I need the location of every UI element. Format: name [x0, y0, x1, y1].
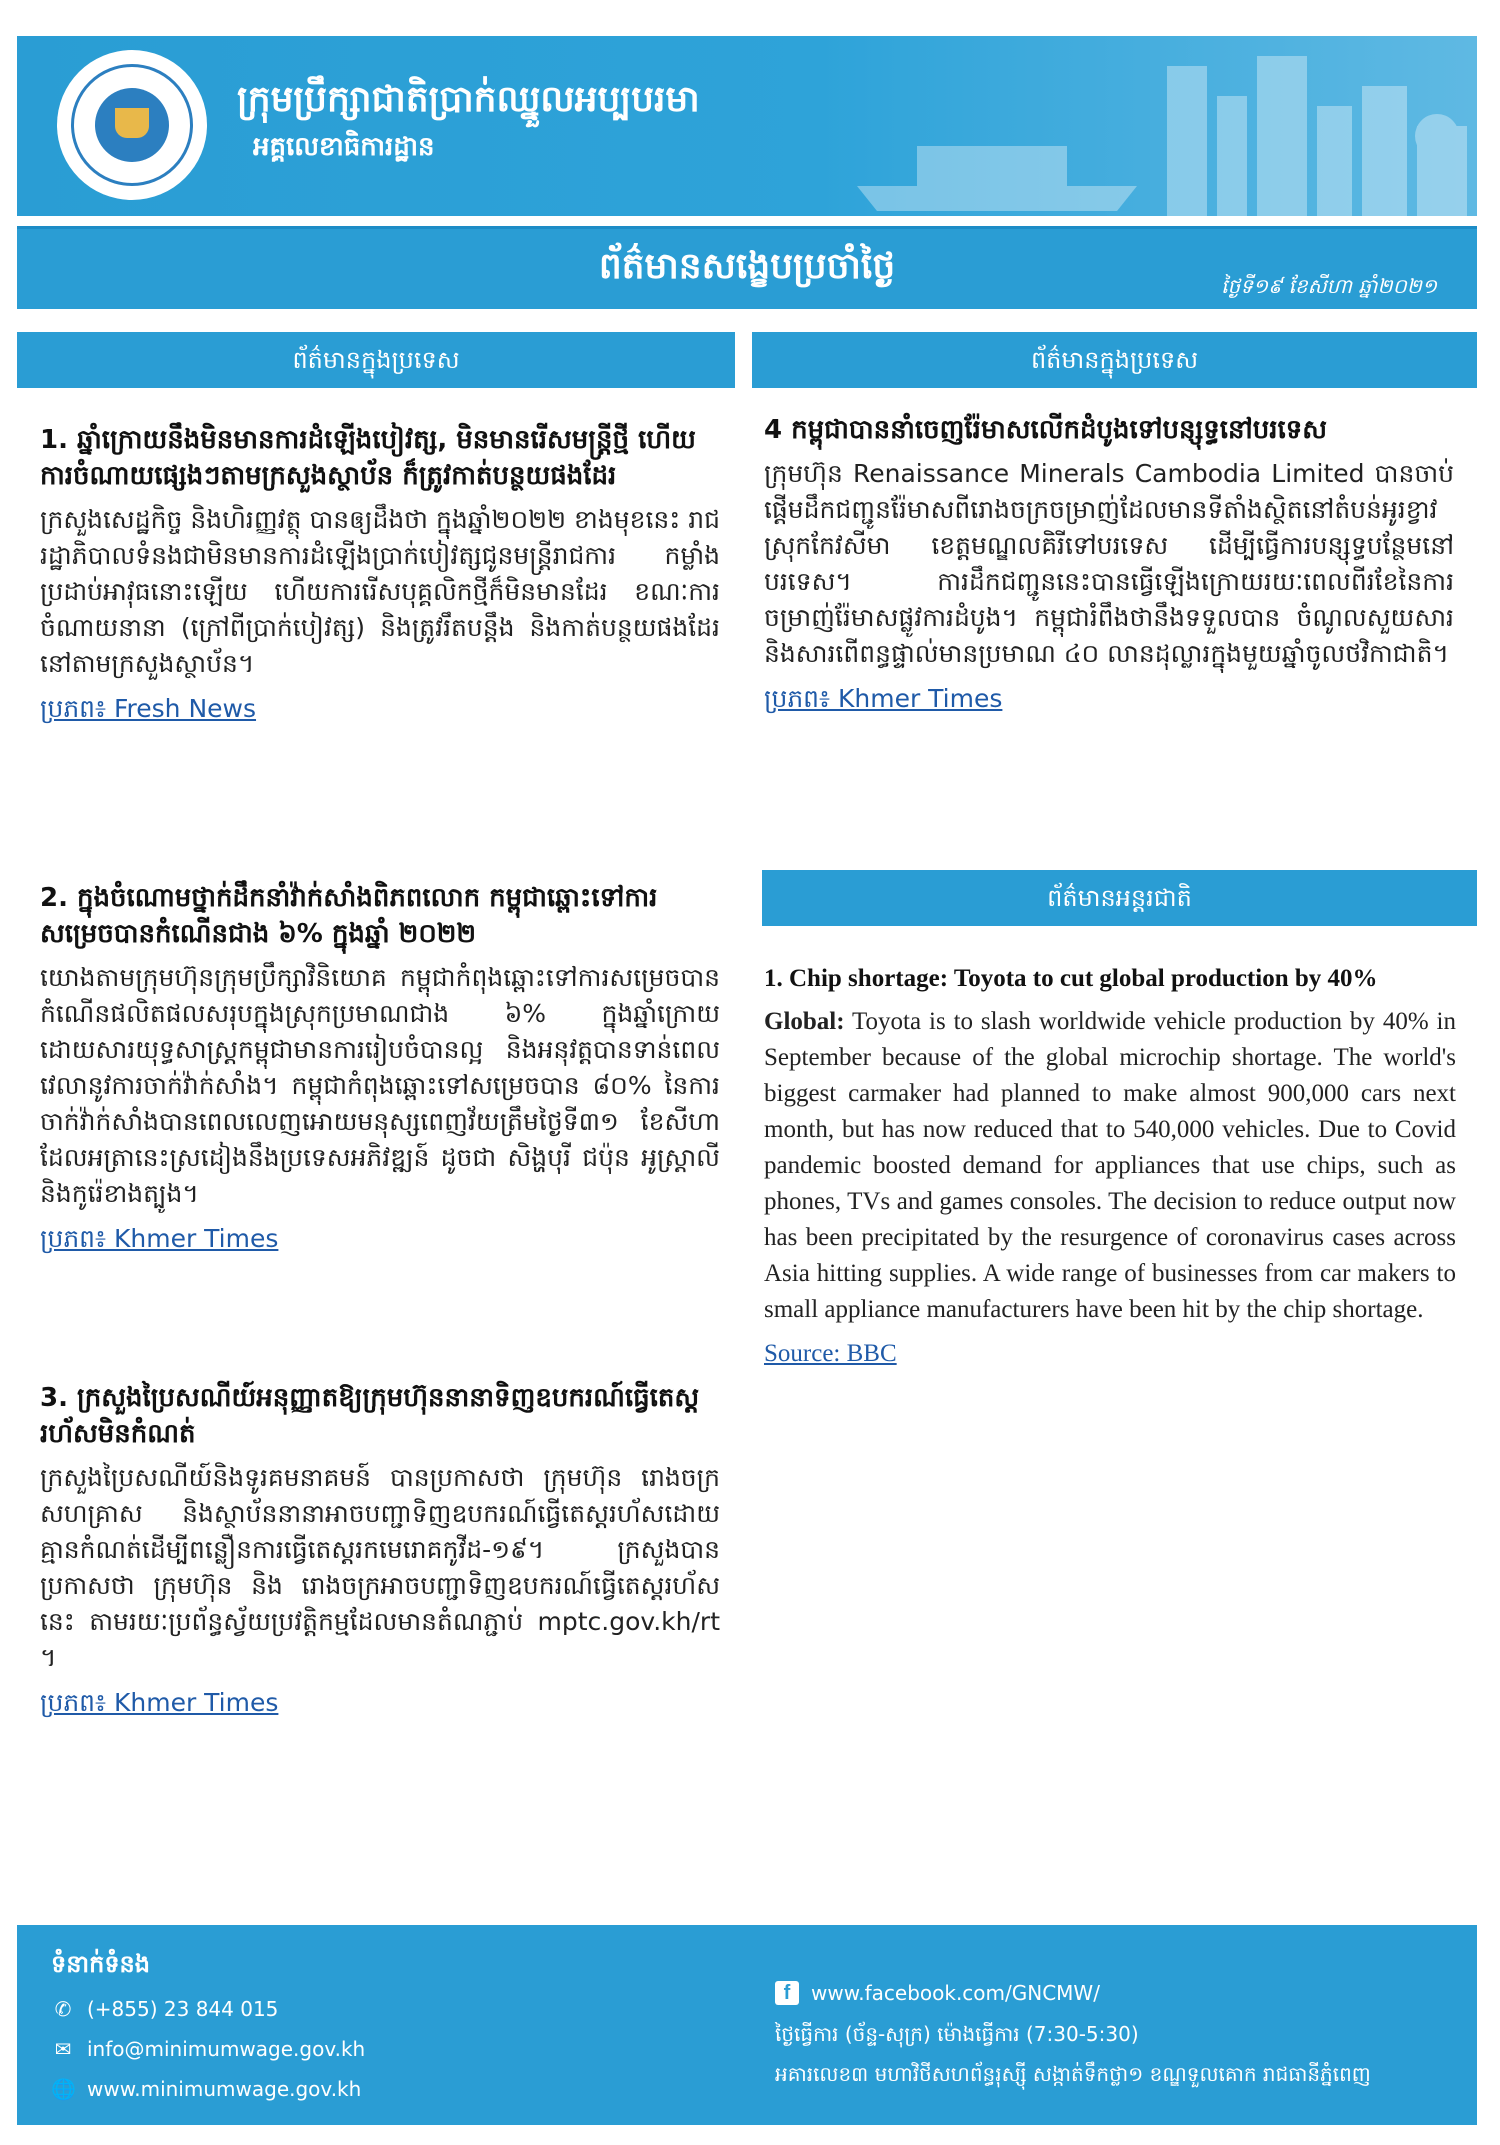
- contact-website: [51, 2077, 361, 2101]
- email-link[interactable]: info@minimumwage.gov.kh: [87, 2037, 366, 2061]
- article-source-link[interactable]: ប្រភព៖ Fresh News: [40, 694, 257, 723]
- contact-facebook: [775, 1981, 1100, 2005]
- article-source-link[interactable]: Source: BBC: [764, 1340, 897, 1367]
- office-address: [775, 2061, 1371, 2091]
- article-international-1: [764, 962, 1456, 1368]
- title-bar: [17, 226, 1477, 309]
- article-lead: Global:: [764, 1008, 845, 1035]
- office-hours: [775, 2021, 1139, 2051]
- section-domestic-right: ព័ត៌មានក្នុងប្រទេស: [752, 332, 1477, 388]
- article-body: [764, 1004, 1456, 1328]
- article-body: ក្រសួងសេដ្ឋកិច្ច និងហិរញ្ញវត្ថុ បានឲ្យដឹងថា ក្នុងឆ្នាំ២០២២ ខាងមុខនេះ រាជរដ្ឋាភិបាលទំនងជាមិនមានការដំឡើងប្រាក់បៀវត្សជូនមន្ត្រីរាជការ កម្លាំងប្រដាប់អាវុធនោះឡើយ ហើយការរើសបុគ្គលិកថ្មីក៏មិនមានដែរ ខណៈការចំណាយនានា (ក្រៅពីប្រាក់បៀវត្ស) និងត្រូវរឹតបន្តឹង និងកាត់បន្ថយផងដែរ នៅតាមក្រសួងស្ថាប័ន។: [40, 505, 720, 678]
- contact-phone: [51, 1997, 278, 2021]
- facebook-icon: f: [775, 1981, 799, 2005]
- facebook-link[interactable]: www.facebook.com/GNCMW/: [811, 1981, 1100, 2005]
- header-banner: [17, 36, 1477, 216]
- footer: [17, 1925, 1477, 2125]
- phone-icon: ✆: [54, 1997, 72, 2021]
- council-logo: [57, 50, 207, 200]
- article-2: [40, 880, 720, 1260]
- contact-email: [51, 2037, 365, 2061]
- article-title: 3. ក្រសួងប្រៃសណីយ៍អនុញ្ញាតឱ្យក្រុមហ៊ុននានាទិញឧបករណ៍ធ្វើតេស្តរហ័សមិនកំណត់: [40, 1383, 700, 1449]
- section-domestic-left: ព័ត៌មានក្នុងប្រទេស: [17, 332, 735, 388]
- contact-title: ទំនាក់ទំនង: [51, 1950, 151, 1978]
- article-title: 2. ក្នុងចំណោមថ្នាក់ដឹកនាំវ៉ាក់សាំងពិភពលោក កម្ពុជាឆ្ពោះទៅការសម្រេចបានកំណើនជាង ៦% ក្នុងឆ្នាំ ២០២២: [40, 883, 658, 949]
- org-subtitle: អគ្គលេខាធិការដ្ឋាន: [253, 132, 435, 162]
- page-title: ព័ត៌មានសង្ខេបប្រចាំថ្ងៃ: [598, 246, 896, 287]
- article-body: យោងតាមក្រុមហ៊ុនក្រុមប្រឹក្សាវិនិយោគ កម្ពុជាកំពុងឆ្ពោះទៅការសម្រេចបានកំណើនផលិតផលសរុបក្នុងស្រុកប្រមាណជាង ៦% ក្នុងឆ្នាំក្រោយដោយសារយុទ្ធសាស្ត្រកម្ពុជាមានការរៀបចំបានល្អ និងអនុវត្តបានទាន់ពេលវេលានូវការចាក់វ៉ាក់សាំង។ កម្ពុជាកំពុងឆ្ពោះទៅសម្រេចបាន ៨០% នៃការចាក់វ៉ាក់សាំងបានពេលលេញអោយមនុស្សពេញវ័យត្រឹមថ្ងៃទី៣១ ខែសីហា ដែលអត្រានេះស្រដៀងនឹងប្រទេសអភិវឌ្ឍន៍ ដូចជា សិង្ហបុរី ជប៉ុន អូស្ត្រាលី និងកូរ៉េខាងត្បូង។: [40, 963, 720, 1208]
- article-1: [40, 422, 720, 730]
- mail-icon: ✉: [54, 2037, 72, 2061]
- article-title: 1. ឆ្នាំក្រោយនឹងមិនមានការដំឡើងបៀវត្ស, មិនមានរើសមន្ត្រីថ្មី ហើយការចំណាយផ្សេងៗតាមក្រសួងស្ថាប័ន ក៏ត្រូវកាត់បន្ថយផងដែរ: [40, 425, 696, 491]
- article-source-link[interactable]: ប្រភព៖ Khmer Times: [40, 1224, 279, 1253]
- office-address-text: អគារលេខ៣ មហាវិថីសហព័ន្ធរុស្ស៊ី សង្កាត់ទឹកថ្លា១ ខណ្ឌទួលគោក រាជធានីភ្នំពេញ: [775, 2062, 1371, 2086]
- globe-icon: 🌐: [51, 2077, 76, 2101]
- article-title: 1. Chip shortage: Toyota to cut global production by 40%: [764, 965, 1378, 992]
- article-source-link[interactable]: ប្រភព៖ Khmer Times: [40, 1688, 279, 1717]
- article-title: 4 កម្ពុជាបាននាំចេញរ៉ែមាសលើកដំបូងទៅបន្សុទ្ធនៅបរទេស: [764, 415, 1328, 445]
- phone-number: (+855) 23 844 015: [87, 1997, 279, 2021]
- article-source-link[interactable]: ប្រភព៖ Khmer Times: [764, 684, 1003, 713]
- office-hours-text: ថ្ងៃធ្វើការ (ច័ន្ទ-សុក្រ) ម៉ោងធ្វើការ (7:30-5:30): [775, 2022, 1139, 2046]
- article-body: ក្រុមហ៊ុន Renaissance Minerals Cambodia Limited បានចាប់ផ្តើមដឹកជញ្ជូនរ៉ែមាសពីរោងចក្រចម្រាញ់ដែលមានទីតាំងស្ថិតនៅតំបន់អូរខ្វាវ ស្រុកកែវសីមា ខេត្តមណ្ឌលគិរីទៅបរទេស ដើម្បីធ្វើការបន្សុទ្ធបន្ថែមនៅបរទេស។ ការដឹកជញ្ជូននេះបានធ្វើឡើងក្រោយរយៈពេលពីរខែនៃការចម្រាញ់រ៉ែមាសផ្លូវការដំបូង។ កម្ពុជារំពឹងថានឹងទទួលបាន ចំណូលសួយសារ និងសារពើពន្ធផ្ទាល់មានប្រមាណ ៤០ លានដុល្លារក្នុងមួយឆ្នាំចូលថវិកាជាតិ។: [764, 459, 1454, 668]
- section-international: ព័ត៌មានអន្តរជាតិ: [762, 870, 1477, 926]
- website-link[interactable]: www.minimumwage.gov.kh: [87, 2077, 362, 2101]
- org-name: ក្រុមប្រឹក្សាជាតិប្រាក់ឈ្នួលអប្បបរមា: [237, 79, 700, 120]
- article-text: Toyota is to slash worldwide vehicle production by 40% in September because of the global microchip shortage. The world's biggest carmaker had planned to make almost 900,000 cars next month, but has now reduced that to 540,000 vehicles. Due to Covid pandemic boosted demand for appliances that use chips, such as phones, TVs and games consoles. The decision to reduce output now has been precipitated by the resurgence of coronavirus cases across Asia hitting supplies. A wide range of businesses from car makers to small appliance manufacturers have been hit by the chip shortage.: [764, 1008, 1456, 1323]
- article-4: [764, 412, 1454, 720]
- issue-date: ថ្ងៃទី១៩ ខែសីហា ឆ្នាំ២០២១: [1221, 274, 1437, 298]
- article-body: ក្រសួងប្រៃសណីយ៍និងទូរគមនាគមន៍ បានប្រកាសថា ក្រុមហ៊ុន រោងចក្រ សហគ្រាស និងស្ថាប័ននានាអាចបញ្ជាទិញឧបករណ៍ធ្វើតេស្តរហ័សដោយគ្មានកំណត់ដើម្បីពន្លឿនការធ្វើតេស្តរកមេរោគកូវីដ-១៩។ ក្រសួងបានប្រកាសថា ក្រុមហ៊ុន និង រោងចក្រអាចបញ្ជាទិញឧបករណ៍ធ្វើតេស្តរហ័សនេះ តាមរយៈប្រព័ន្ធស្វ័យប្រវត្តិកម្មដែលមានតំណភ្ជាប់ mptc.gov.kh/rt ។: [40, 1463, 720, 1672]
- article-3: [40, 1380, 720, 1724]
- city-skyline-image: [837, 36, 1477, 216]
